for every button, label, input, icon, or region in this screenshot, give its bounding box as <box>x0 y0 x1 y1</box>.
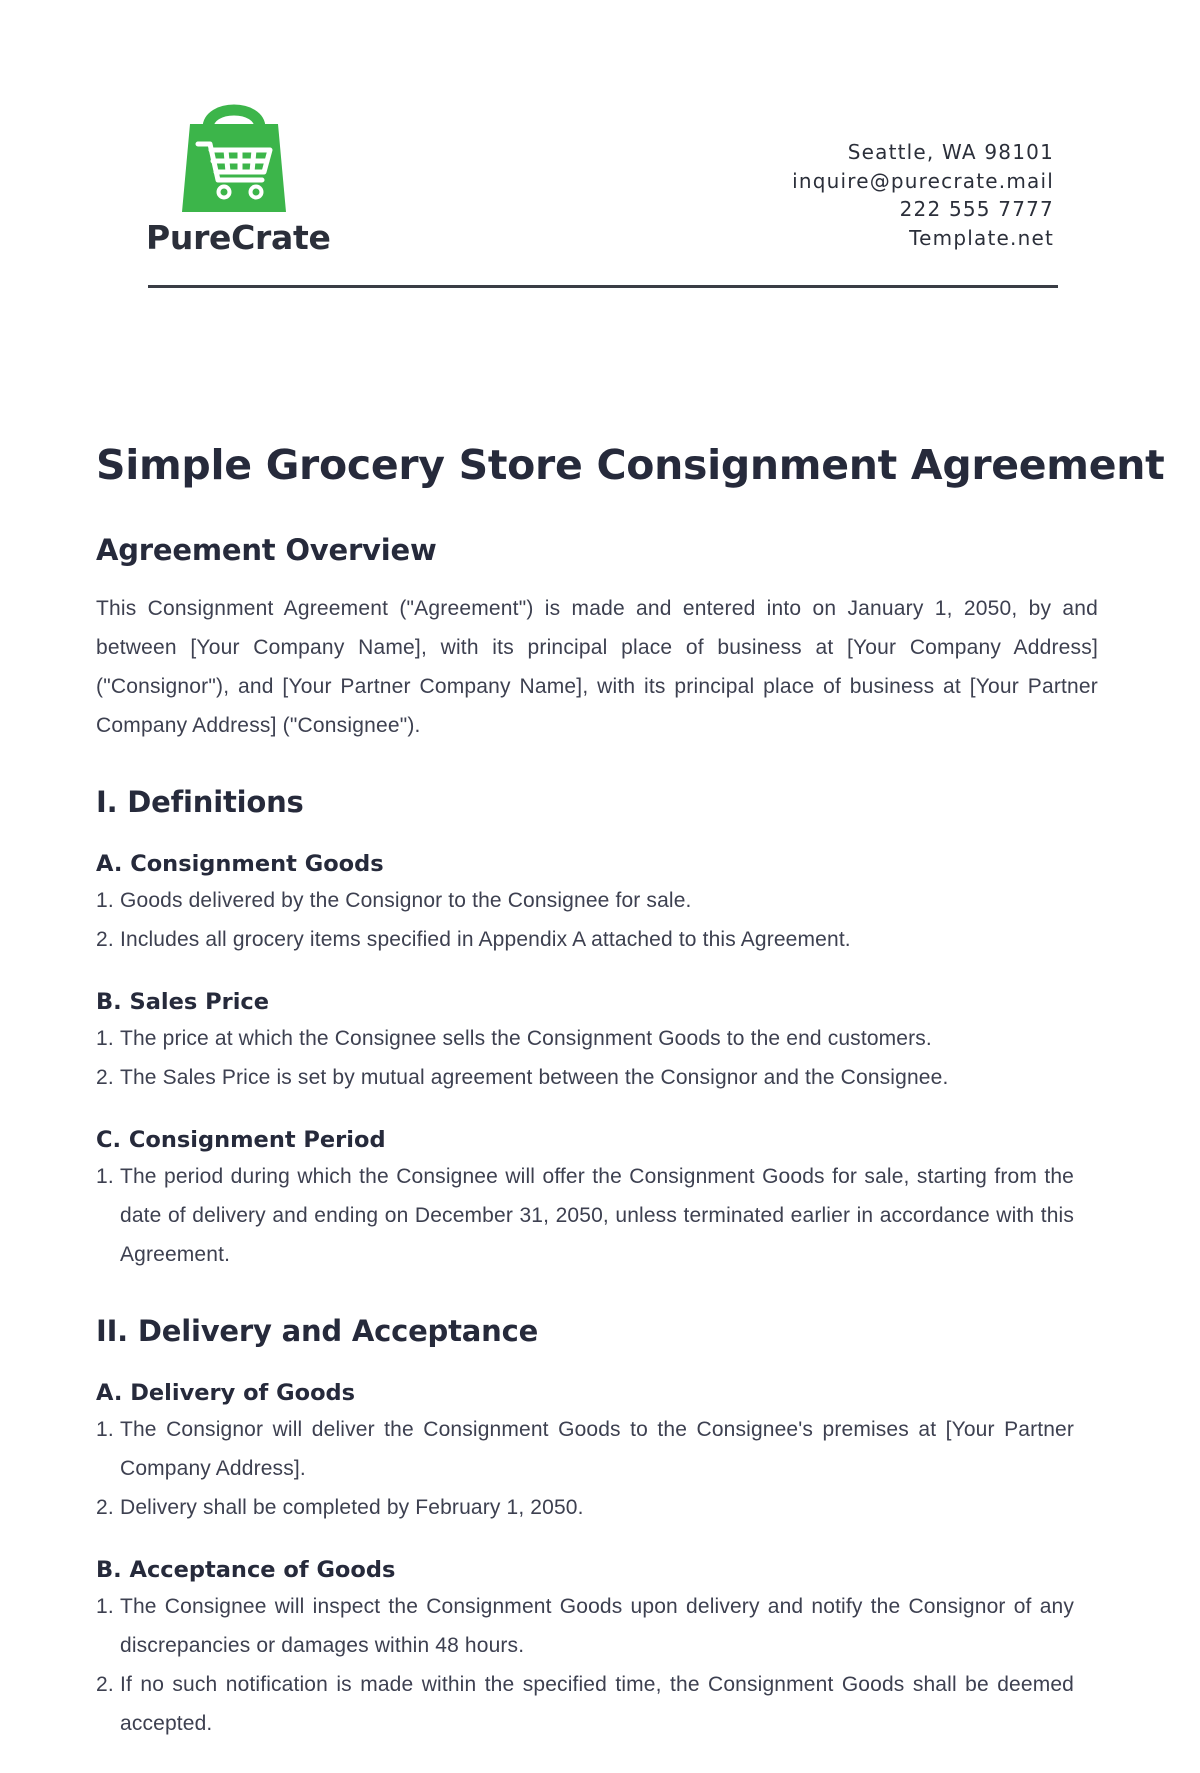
list-item: 1. Goods delivered by the Consignor to the Consignee for sale. <box>96 889 692 912</box>
section-heading: II. Delivery and Acceptance <box>96 1314 539 1348</box>
list-item: 2. The Sales Price is set by mutual agreement between the Consignor and the Consignee. <box>96 1066 949 1089</box>
overview-heading: Agreement Overview <box>96 533 437 567</box>
list-item: 1. The Consignor will deliver the Consignment Goods to the Consignee's premises at [Your Partner Company Address]. <box>96 1418 1074 1480</box>
section-delivery-acceptance <box>96 1314 1098 1743</box>
overview-paragraph: This Consignment Agreement ("Agreement") is made and entered into on January 1, 2050, by and between [Your Company Name], with its principal place of business at [Your Company Address] ("Consignor"), and [Your Partner Company Name], with its principal place of business at [Your Partner Company Address] ("Consignee"). <box>96 597 1098 737</box>
header-divider <box>148 285 1058 288</box>
section-heading: I. Definitions <box>96 785 304 819</box>
shopping-bag-cart-icon <box>178 94 290 214</box>
subsection-heading: A. Delivery of Goods <box>96 1380 356 1406</box>
list-item: 1. The price at which the Consignee sells the Consignment Goods to the end customers. <box>96 1027 932 1050</box>
subsection-heading: C. Consignment Period <box>96 1127 386 1153</box>
subsection-consignment-period <box>96 1127 1098 1274</box>
list-item: 1. The Consignee will inspect the Consignment Goods upon delivery and notify the Consignor of any discrepancies or damages within 48 hours. <box>96 1595 1074 1657</box>
list-item: 2. Includes all grocery items specified in Appendix A attached to this Agreement. <box>96 928 851 951</box>
contact-block <box>792 138 1054 252</box>
subsection-heading: A. Consignment Goods <box>96 851 384 877</box>
section-definitions <box>96 785 1098 1274</box>
document-title: Simple Grocery Store Consignment Agreement <box>96 441 1165 489</box>
list-item: 2. If no such notification is made within the specified time, the Consignment Goods shall be deemed accepted. <box>96 1673 1074 1735</box>
document-body <box>96 533 1098 1773</box>
subsection-sales-price <box>96 989 1098 1097</box>
subsection-heading: B. Acceptance of Goods <box>96 1557 396 1583</box>
list-item: 1. The period during which the Consignee will offer the Consignment Goods for sale, starting from the date of delivery and ending on December 31, 2050, unless terminated earlier in accordance with this Agreement. <box>96 1165 1074 1266</box>
contact-phone: 222 555 7777 <box>899 197 1054 221</box>
list-item: 2. Delivery shall be completed by February 1, 2050. <box>96 1496 584 1519</box>
numbered-list <box>96 1410 1098 1527</box>
contact-email[interactable]: inquire@purecrate.mail <box>792 168 1054 193</box>
subsection-acceptance-of-goods <box>96 1557 1098 1743</box>
brand-name: PureCrate <box>146 218 331 257</box>
subsection-heading: B. Sales Price <box>96 989 270 1015</box>
contact-website[interactable]: Template.net <box>909 225 1054 250</box>
brand-logo <box>146 94 331 264</box>
contact-address: Seattle, WA 98101 <box>847 140 1054 164</box>
numbered-list <box>96 881 1098 959</box>
subsection-delivery-of-goods <box>96 1380 1098 1527</box>
subsection-consignment-goods <box>96 851 1098 959</box>
numbered-list <box>96 1157 1098 1274</box>
numbered-list <box>96 1019 1098 1097</box>
numbered-list <box>96 1587 1098 1743</box>
